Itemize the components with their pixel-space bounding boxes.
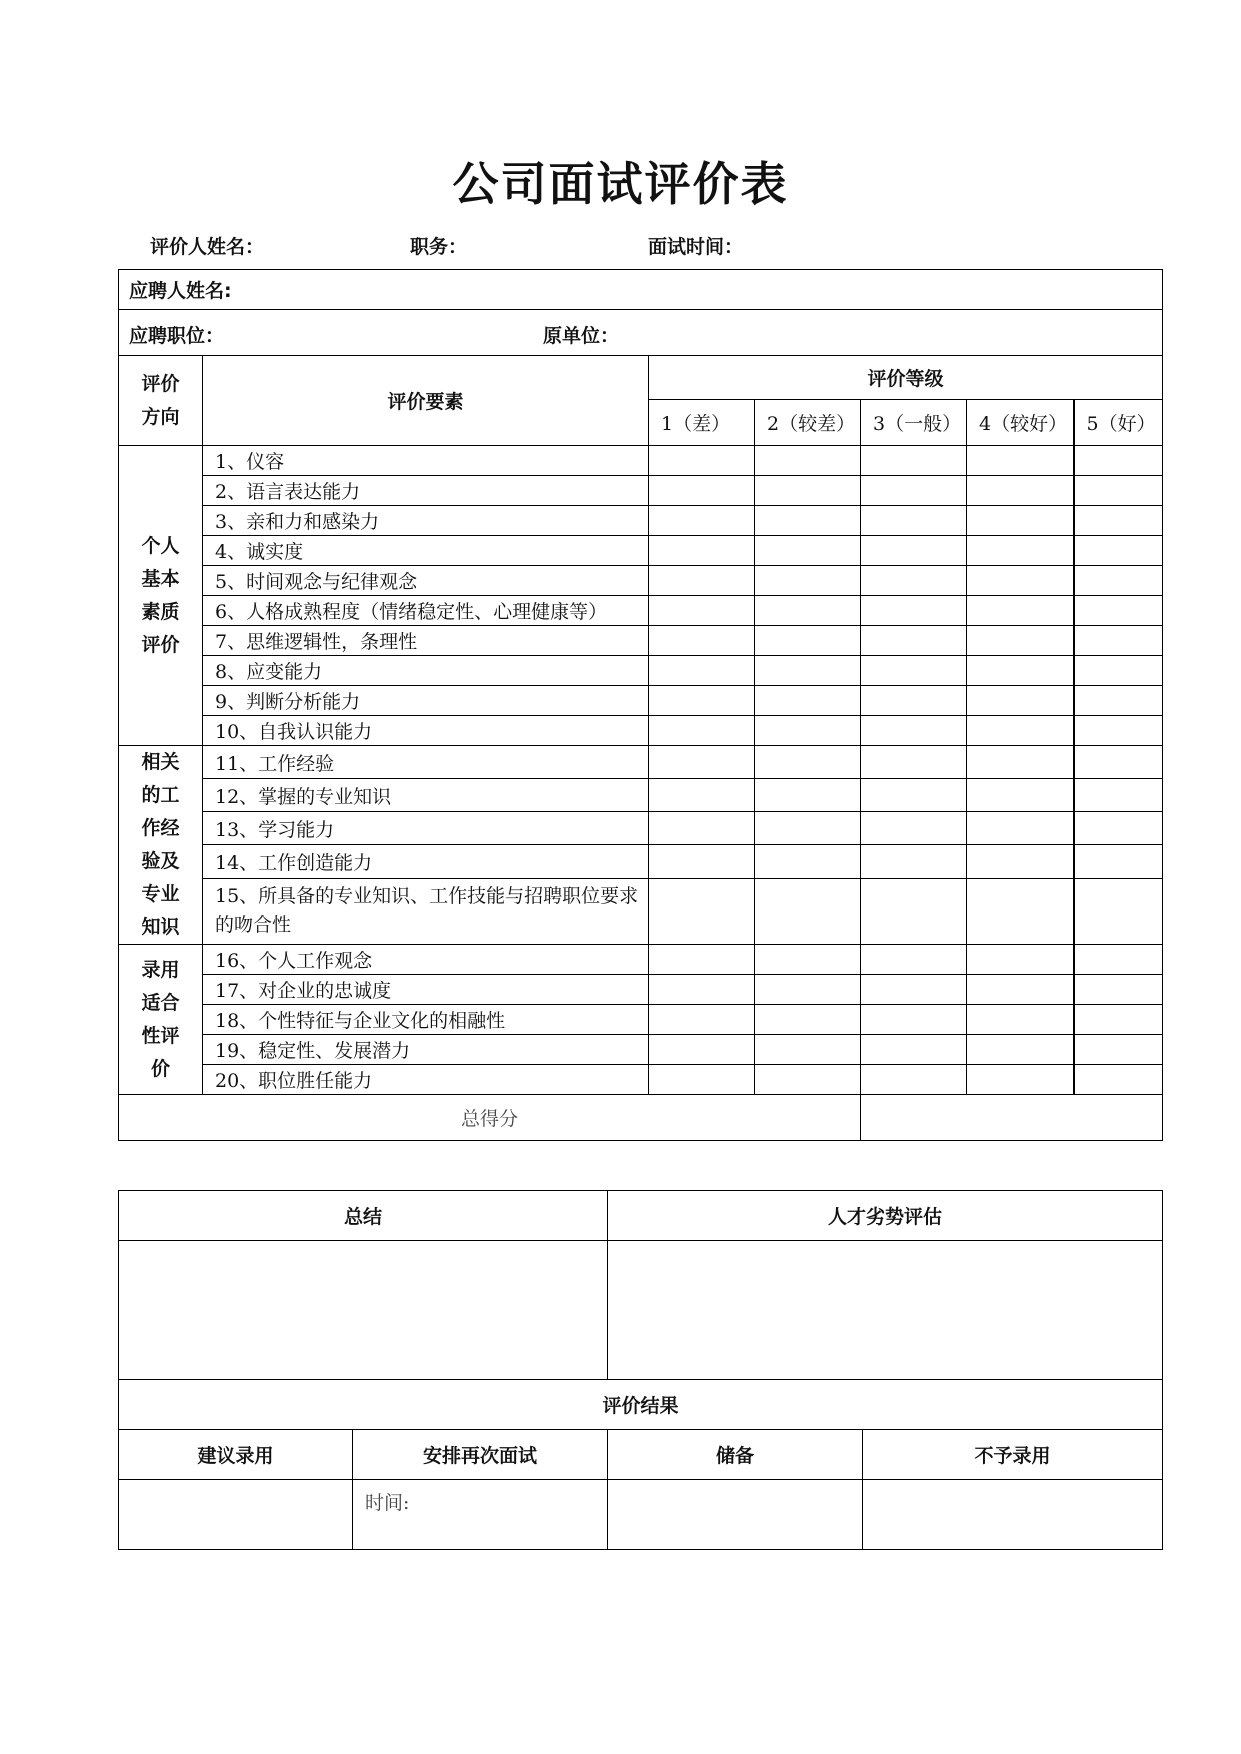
score-cell-grade-2[interactable]	[755, 1005, 861, 1035]
score-cell-grade-3[interactable]	[861, 975, 967, 1005]
item-row	[119, 975, 1163, 1005]
evaluation-item: 11、工作经验	[203, 746, 649, 779]
item-row	[119, 945, 1163, 975]
score-cell-grade-4[interactable]	[967, 845, 1074, 878]
score-cell-grade-3[interactable]	[861, 626, 967, 656]
score-cell-grade-3[interactable]	[861, 716, 967, 746]
item-row	[119, 536, 1163, 566]
score-cell-grade-1[interactable]	[649, 812, 755, 845]
score-cell-grade-4[interactable]	[967, 1005, 1074, 1035]
score-cell-grade-2[interactable]	[755, 1035, 861, 1065]
item-row	[119, 446, 1163, 476]
talent-weakness-cell[interactable]	[608, 1241, 1163, 1380]
reinterview-time-label: 时间:	[365, 1492, 410, 1514]
score-cell-grade-5[interactable]	[1074, 446, 1163, 476]
score-cell-grade-4[interactable]	[967, 446, 1074, 476]
score-cell-grade-3[interactable]	[861, 476, 967, 506]
score-cell-grade-1[interactable]	[649, 845, 755, 878]
evaluation-table	[118, 269, 1163, 1141]
score-cell-grade-4[interactable]	[967, 878, 1074, 944]
score-cell-grade-5[interactable]	[1074, 878, 1163, 944]
result-recommend-hire-cell[interactable]	[119, 1480, 353, 1550]
result-reinterview: 安排再次面试	[353, 1430, 608, 1480]
evaluation-item: 7、思维逻辑性，条理性	[203, 626, 649, 656]
score-cell-grade-5[interactable]	[1074, 536, 1163, 566]
evaluation-item: 6、人格成熟程度（情绪稳定性、心理健康等）	[203, 596, 649, 626]
score-cell-grade-5[interactable]	[1074, 1065, 1163, 1095]
score-cell-grade-4[interactable]	[967, 945, 1074, 975]
evaluation-item: 18、个性特征与企业文化的相融性	[203, 1005, 649, 1035]
evaluation-item: 2、语言表达能力	[203, 476, 649, 506]
result-recommend-hire: 建议录用	[119, 1430, 353, 1480]
interview-time-label: 面试时间：	[648, 236, 744, 258]
score-cell-grade-1[interactable]	[649, 945, 755, 975]
score-cell-grade-4[interactable]	[967, 506, 1074, 536]
talent-weakness-header: 人才劣势评估	[608, 1191, 1163, 1241]
item-row	[119, 686, 1163, 716]
evaluator-position-label: 职务：	[410, 236, 468, 258]
evaluation-item: 5、时间观念与纪律观念	[203, 566, 649, 596]
item-row	[119, 716, 1163, 746]
item-row	[119, 656, 1163, 686]
score-cell-grade-5[interactable]	[1074, 656, 1163, 686]
score-cell-grade-2[interactable]	[755, 476, 861, 506]
applicant-name-label: 应聘人姓名:	[119, 270, 1163, 310]
score-cell-grade-4[interactable]	[967, 626, 1074, 656]
score-cell-grade-4[interactable]	[967, 536, 1074, 566]
group-label-text: 个人 基本 素质 评价	[141, 534, 180, 656]
score-cell-grade-1[interactable]	[649, 446, 755, 476]
score-cell-grade-5[interactable]	[1074, 1035, 1163, 1065]
score-cell-grade-4[interactable]	[967, 1065, 1074, 1095]
score-cell-grade-3[interactable]	[861, 746, 967, 779]
score-cell-grade-2[interactable]	[755, 878, 861, 944]
score-cell-grade-3[interactable]	[861, 686, 967, 716]
score-cell-grade-1[interactable]	[649, 1005, 755, 1035]
group-label-1	[119, 446, 203, 746]
score-cell-grade-2[interactable]	[755, 716, 861, 746]
score-cell-grade-4[interactable]	[967, 476, 1074, 506]
evaluation-item: 3、亲和力和感染力	[203, 506, 649, 536]
item-row	[119, 1005, 1163, 1035]
items-body	[119, 446, 1163, 1095]
score-cell-grade-4[interactable]	[967, 812, 1074, 845]
result-reserve: 储备	[608, 1430, 863, 1480]
direction-header-label: 评价 方向	[141, 372, 180, 428]
score-cell-grade-5[interactable]	[1074, 845, 1163, 878]
score-cell-grade-3[interactable]	[861, 596, 967, 626]
score-cell-grade-3[interactable]	[861, 506, 967, 536]
grade-option-4: 4（较好）	[967, 400, 1074, 446]
item-row	[119, 476, 1163, 506]
grade-option-3: 3（一般）	[861, 400, 967, 446]
score-cell-grade-4[interactable]	[967, 566, 1074, 596]
score-cell-grade-2[interactable]	[755, 596, 861, 626]
score-cell-grade-2[interactable]	[755, 506, 861, 536]
score-cell-grade-4[interactable]	[967, 596, 1074, 626]
item-row	[119, 1035, 1163, 1065]
item-row	[119, 506, 1163, 536]
result-reject: 不予录用	[863, 1430, 1163, 1480]
score-cell-grade-4[interactable]	[967, 746, 1074, 779]
summary-header: 总结	[119, 1191, 608, 1241]
score-cell-grade-5[interactable]	[1074, 476, 1163, 506]
score-cell-grade-1[interactable]	[649, 566, 755, 596]
score-cell-grade-2[interactable]	[755, 1065, 861, 1095]
direction-header	[119, 356, 203, 446]
result-reserve-cell[interactable]	[608, 1480, 863, 1550]
score-cell-grade-1[interactable]	[649, 746, 755, 779]
score-cell-grade-2[interactable]	[755, 845, 861, 878]
score-cell-grade-5[interactable]	[1074, 945, 1163, 975]
page-title: 公司面试评价表	[452, 157, 789, 211]
score-cell-grade-2[interactable]	[755, 656, 861, 686]
score-cell-grade-5[interactable]	[1074, 746, 1163, 779]
score-cell-grade-1[interactable]	[649, 716, 755, 746]
score-cell-grade-2[interactable]	[755, 812, 861, 845]
score-cell-grade-5[interactable]	[1074, 596, 1163, 626]
item-row	[119, 746, 1163, 779]
score-cell-grade-3[interactable]	[861, 845, 967, 878]
score-cell-grade-2[interactable]	[755, 686, 861, 716]
item-row	[119, 596, 1163, 626]
score-cell-grade-5[interactable]	[1074, 566, 1163, 596]
evaluator-name-label: 评价人姓名：	[150, 236, 265, 258]
score-cell-grade-1[interactable]	[649, 536, 755, 566]
score-cell-grade-4[interactable]	[967, 975, 1074, 1005]
score-cell-grade-4[interactable]	[967, 656, 1074, 686]
score-cell-grade-5[interactable]	[1074, 779, 1163, 812]
item-row	[119, 845, 1163, 878]
grade-header: 评价等级	[649, 356, 1163, 400]
score-cell-grade-5[interactable]	[1074, 1005, 1163, 1035]
group-label-text: 录用 适合 性评 价	[141, 958, 180, 1080]
score-cell-grade-3[interactable]	[861, 446, 967, 476]
summary-table	[118, 1190, 1163, 1550]
evaluation-item: 20、职位胜任能力	[203, 1065, 649, 1095]
score-cell-grade-5[interactable]	[1074, 686, 1163, 716]
score-cell-grade-1[interactable]	[649, 476, 755, 506]
score-cell-grade-4[interactable]	[967, 779, 1074, 812]
total-score-value[interactable]	[861, 1095, 1163, 1141]
item-row	[119, 878, 1163, 944]
item-row	[119, 566, 1163, 596]
score-cell-grade-1[interactable]	[649, 626, 755, 656]
score-cell-grade-4[interactable]	[967, 686, 1074, 716]
score-cell-grade-1[interactable]	[649, 596, 755, 626]
score-cell-grade-1[interactable]	[649, 779, 755, 812]
evaluation-item: 17、对企业的忠诚度	[203, 975, 649, 1005]
score-cell-grade-3[interactable]	[861, 1035, 967, 1065]
grade-option-2: 2（较差）	[755, 400, 861, 446]
score-cell-grade-5[interactable]	[1074, 716, 1163, 746]
score-cell-grade-2[interactable]	[755, 975, 861, 1005]
evaluation-item: 12、掌握的专业知识	[203, 779, 649, 812]
score-cell-grade-5[interactable]	[1074, 975, 1163, 1005]
evaluation-item: 13、学习能力	[203, 812, 649, 845]
evaluation-item: 1、仪容	[203, 446, 649, 476]
score-cell-grade-2[interactable]	[755, 536, 861, 566]
score-cell-grade-1[interactable]	[649, 656, 755, 686]
score-cell-grade-3[interactable]	[861, 1005, 967, 1035]
score-cell-grade-2[interactable]	[755, 779, 861, 812]
item-row	[119, 779, 1163, 812]
score-cell-grade-5[interactable]	[1074, 626, 1163, 656]
score-cell-grade-3[interactable]	[861, 566, 967, 596]
item-row	[119, 812, 1163, 845]
score-cell-grade-4[interactable]	[967, 716, 1074, 746]
reinterview-time-cell[interactable]	[353, 1480, 608, 1550]
summary-cell[interactable]	[119, 1241, 608, 1380]
score-cell-grade-2[interactable]	[755, 566, 861, 596]
score-cell-grade-3[interactable]	[861, 656, 967, 686]
item-row	[119, 626, 1163, 656]
evaluation-item: 16、个人工作观念	[203, 945, 649, 975]
score-cell-grade-2[interactable]	[755, 945, 861, 975]
evaluation-item: 10、自我认识能力	[203, 716, 649, 746]
group-label-3	[119, 945, 203, 1095]
score-cell-grade-3[interactable]	[861, 878, 967, 944]
score-cell-grade-3[interactable]	[861, 536, 967, 566]
score-cell-grade-1[interactable]	[649, 506, 755, 536]
applicant-position-label: 应聘职位：	[129, 325, 225, 347]
result-reject-cell[interactable]	[863, 1480, 1163, 1550]
score-cell-grade-1[interactable]	[649, 686, 755, 716]
score-cell-grade-2[interactable]	[755, 626, 861, 656]
evaluation-item: 9、判断分析能力	[203, 686, 649, 716]
score-cell-grade-5[interactable]	[1074, 812, 1163, 845]
score-cell-grade-1[interactable]	[649, 878, 755, 944]
evaluation-item: 8、应变能力	[203, 656, 649, 686]
applicant-info-row	[119, 310, 1163, 356]
applicant-origin-label: 原单位：	[543, 325, 620, 347]
score-cell-grade-3[interactable]	[861, 779, 967, 812]
score-cell-grade-1[interactable]	[649, 1035, 755, 1065]
grade-option-1: 1（差）	[649, 400, 755, 446]
item-row	[119, 1065, 1163, 1095]
elements-header: 评价要素	[203, 356, 649, 446]
score-cell-grade-3[interactable]	[861, 812, 967, 845]
result-header: 评价结果	[119, 1380, 1163, 1430]
evaluation-item: 14、工作创造能力	[203, 845, 649, 878]
score-cell-grade-5[interactable]	[1074, 506, 1163, 536]
score-cell-grade-2[interactable]	[755, 746, 861, 779]
group-label-text: 相关 的工 作经 验及 专业 知识	[141, 751, 180, 938]
score-cell-grade-3[interactable]	[861, 1065, 967, 1095]
evaluation-item: 4、诚实度	[203, 536, 649, 566]
score-cell-grade-1[interactable]	[649, 975, 755, 1005]
score-cell-grade-2[interactable]	[755, 446, 861, 476]
score-cell-grade-3[interactable]	[861, 945, 967, 975]
score-cell-grade-4[interactable]	[967, 1035, 1074, 1065]
total-score-label: 总得分	[119, 1095, 861, 1141]
evaluation-item: 15、所具备的专业知识、工作技能与招聘职位要求的吻合性	[203, 878, 649, 944]
grade-option-5: 5（好）	[1074, 400, 1163, 446]
group-label-2	[119, 746, 203, 945]
score-cell-grade-1[interactable]	[649, 1065, 755, 1095]
evaluation-item: 19、稳定性、发展潜力	[203, 1035, 649, 1065]
